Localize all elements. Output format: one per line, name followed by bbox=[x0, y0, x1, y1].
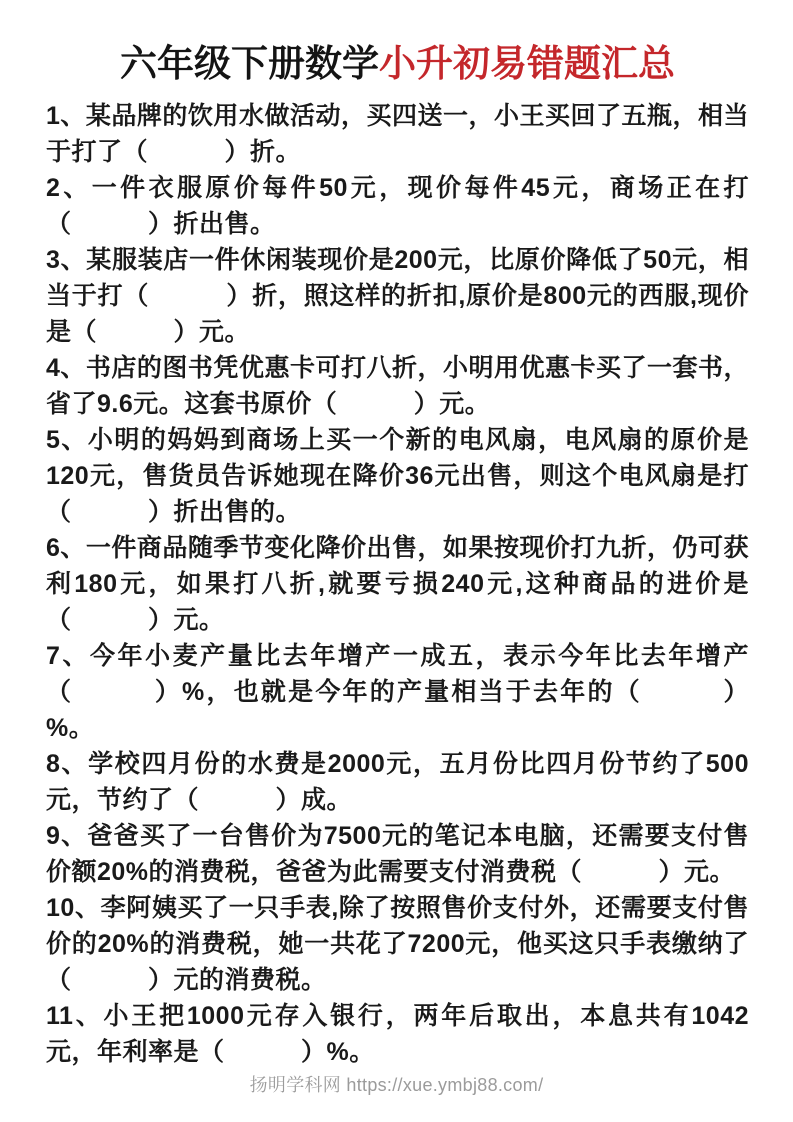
question-number: 2、 bbox=[46, 174, 92, 202]
question-number: 8、 bbox=[46, 750, 89, 778]
question-2 bbox=[46, 170, 749, 242]
page-title bbox=[46, 42, 749, 86]
question-number: 1、 bbox=[46, 102, 86, 130]
question-11 bbox=[46, 998, 749, 1070]
question-text: 小王把1000元存入银行，两年后取出，本息共有1042元，年利率是（ ）%。 bbox=[46, 1002, 750, 1066]
question-number: 9、 bbox=[46, 822, 88, 850]
footer-site-name: 扬明学科网 bbox=[249, 1075, 342, 1095]
title-black-part: 六年级下册数学 bbox=[120, 43, 379, 84]
question-text: 某品牌的饮用水做活动，买四送一，小王买回了五瓶，相当于打了（ ）折。 bbox=[46, 102, 749, 166]
question-8 bbox=[46, 746, 749, 818]
question-10 bbox=[46, 890, 749, 998]
question-number: 4、 bbox=[46, 354, 86, 382]
question-3 bbox=[46, 242, 749, 350]
question-number: 5、 bbox=[46, 426, 88, 454]
question-1 bbox=[46, 98, 749, 170]
question-number: 10、 bbox=[46, 894, 101, 922]
footer-url: https://xue.ymbj88.com/ bbox=[346, 1075, 544, 1095]
question-text: 某服装店一件休闲装现价是200元，比原价降低了50元，相当于打（ ）折，照这样的折扣,原价是800元的西服,现价是（ ）元。 bbox=[46, 246, 749, 346]
question-text: 书店的图书凭优惠卡可打八折，小明用优惠卡买了一套书，省了9.6元。这套书原价（ ）元。 bbox=[46, 354, 749, 418]
question-text: 小明的妈妈到商场上买一个新的电风扇，电风扇的原价是120元，售货员告诉她现在降价36元出售，则这个电风扇是打（ ）折出售的。 bbox=[46, 426, 749, 526]
footer bbox=[0, 1074, 793, 1096]
question-4 bbox=[46, 350, 749, 422]
question-7 bbox=[46, 638, 749, 746]
question-number: 7、 bbox=[46, 642, 90, 670]
question-number: 11、 bbox=[46, 1002, 104, 1030]
question-text: 李阿姨买了一只手表,除了按照售价支付外，还需要支付售价的20%的消费税，她一共花了7200元，他买这只手表缴纳了（ ）元的消费税。 bbox=[46, 894, 749, 994]
title-red-part: 小升初易错题汇总 bbox=[379, 43, 675, 84]
question-6 bbox=[46, 530, 749, 638]
question-9 bbox=[46, 818, 749, 890]
question-text: 一件衣服原价每件50元，现价每件45元，商场正在打（ ）折出售。 bbox=[46, 174, 750, 238]
question-text: 一件商品随季节变化降价出售，如果按现价打九折，仍可获利180元，如果打八折,就要亏损240元,这种商品的进价是（ ）元。 bbox=[46, 534, 749, 634]
question-number: 3、 bbox=[46, 246, 87, 274]
question-text: 爸爸买了一台售价为7500元的笔记本电脑，还需要支付售价额20%的消费税，爸爸为此需要支付消费税（ ）元。 bbox=[46, 822, 749, 886]
question-text: 今年小麦产量比去年增产一成五，表示今年比去年增产（ ）%，也就是今年的产量相当于去年的（ ）%。 bbox=[46, 642, 749, 742]
question-number: 6、 bbox=[46, 534, 86, 562]
question-list bbox=[46, 98, 749, 1070]
question-text: 学校四月份的水费是2000元，五月份比四月份节约了500元，节约了（ ）成。 bbox=[46, 750, 749, 814]
question-5 bbox=[46, 422, 749, 530]
